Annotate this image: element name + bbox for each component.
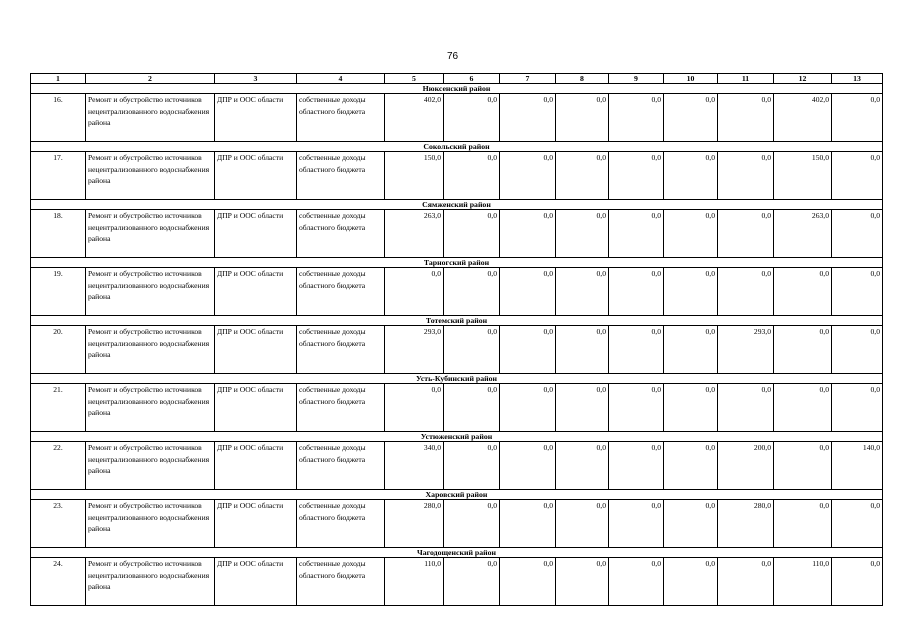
table-cell: 0,0: [444, 384, 500, 432]
table-cell: 0,0: [774, 268, 832, 316]
table-cell: 0,0: [500, 326, 556, 374]
district-name: Харовский район: [31, 490, 883, 500]
table-cell: 21.: [31, 384, 86, 432]
district-name: Чагодощенский район: [31, 548, 883, 558]
table-cell: 0,0: [832, 326, 883, 374]
table-cell: 0,0: [664, 210, 718, 258]
table-cell: ДПР и ООС области: [215, 210, 297, 258]
table-cell: ДПР и ООС области: [215, 442, 297, 490]
table-cell: 20.: [31, 326, 86, 374]
table-cell: 0,0: [832, 268, 883, 316]
table-cell: Ремонт и обустройство источников нецентрализованного водоснабжения района: [86, 268, 215, 316]
table-cell: 402,0: [774, 94, 832, 142]
district-name: Устюженский район: [31, 432, 883, 442]
table-cell: 0,0: [444, 326, 500, 374]
table-cell: 0,0: [385, 384, 444, 432]
table-cell: 0,0: [556, 384, 609, 432]
table-cell: Ремонт и обустройство источников нецентрализованного водоснабжения района: [86, 152, 215, 200]
table-cell: 24.: [31, 558, 86, 606]
table-cell: Ремонт и обустройство источников нецентрализованного водоснабжения района: [86, 442, 215, 490]
table-cell: 0,0: [500, 442, 556, 490]
table-cell: собственные доходы областного бюджета: [297, 94, 385, 142]
table-cell: 110,0: [774, 558, 832, 606]
column-header: 3: [215, 74, 297, 84]
table-cell: 0,0: [385, 268, 444, 316]
table-cell: ДПР и ООС области: [215, 558, 297, 606]
table-row: [31, 500, 883, 548]
table-cell: 110,0: [385, 558, 444, 606]
district-name: Усть-Кубинский район: [31, 374, 883, 384]
table-cell: 0,0: [832, 210, 883, 258]
column-header: 11: [718, 74, 774, 84]
table-cell: ДПР и ООС области: [215, 152, 297, 200]
table-cell: собственные доходы областного бюджета: [297, 210, 385, 258]
table-cell: 0,0: [718, 210, 774, 258]
table-cell: Ремонт и обустройство источников нецентрализованного водоснабжения района: [86, 500, 215, 548]
district-name: Сокольский район: [31, 142, 883, 152]
table-cell: собственные доходы областного бюджета: [297, 384, 385, 432]
table-cell: 22.: [31, 442, 86, 490]
table-cell: 0,0: [664, 94, 718, 142]
column-header: 10: [664, 74, 718, 84]
table-cell: 0,0: [444, 442, 500, 490]
table-cell: собственные доходы областного бюджета: [297, 442, 385, 490]
table-cell: ДПР и ООС области: [215, 500, 297, 548]
table-cell: 0,0: [500, 384, 556, 432]
budget-table: [30, 73, 883, 606]
table-cell: 0,0: [609, 442, 664, 490]
table-row: [31, 326, 883, 374]
district-name: Тотемский район: [31, 316, 883, 326]
table-cell: 0,0: [609, 384, 664, 432]
table-cell: собственные доходы областного бюджета: [297, 500, 385, 548]
table-cell: 0,0: [718, 268, 774, 316]
table-cell: 0,0: [500, 268, 556, 316]
column-header: 2: [86, 74, 215, 84]
table-cell: 0,0: [664, 268, 718, 316]
table-cell: ДПР и ООС области: [215, 268, 297, 316]
column-header: 4: [297, 74, 385, 84]
table-cell: 0,0: [444, 558, 500, 606]
district-name: Сямженский район: [31, 200, 883, 210]
table-row: [31, 94, 883, 142]
table-cell: 0,0: [718, 152, 774, 200]
column-header: 6: [444, 74, 500, 84]
table-cell: 0,0: [664, 442, 718, 490]
column-header: 7: [500, 74, 556, 84]
table-row: [31, 268, 883, 316]
table-cell: 0,0: [556, 500, 609, 548]
table-cell: 0,0: [774, 500, 832, 548]
table-cell: 0,0: [718, 94, 774, 142]
table-cell: 0,0: [500, 210, 556, 258]
table-cell: 0,0: [609, 268, 664, 316]
table-cell: 0,0: [832, 152, 883, 200]
table-cell: 0,0: [500, 152, 556, 200]
table-row: [31, 384, 883, 432]
column-header: 12: [774, 74, 832, 84]
table-cell: 0,0: [832, 500, 883, 548]
table-cell: 280,0: [718, 500, 774, 548]
district-name: Тарногский район: [31, 258, 883, 268]
table-cell: 263,0: [774, 210, 832, 258]
table-cell: собственные доходы областного бюджета: [297, 558, 385, 606]
district-row: [31, 432, 883, 442]
column-header: 9: [609, 74, 664, 84]
table-cell: 0,0: [556, 210, 609, 258]
table-cell: ДПР и ООС области: [215, 384, 297, 432]
table-row: [31, 210, 883, 258]
district-name: Нюксенский район: [31, 84, 883, 94]
table-cell: 340,0: [385, 442, 444, 490]
table-cell: 16.: [31, 94, 86, 142]
table-cell: 402,0: [385, 94, 444, 142]
table-cell: 0,0: [500, 558, 556, 606]
table-cell: 263,0: [385, 210, 444, 258]
column-header: 1: [31, 74, 86, 84]
table-cell: Ремонт и обустройство источников нецентрализованного водоснабжения района: [86, 210, 215, 258]
header-row: [31, 74, 883, 84]
district-row: [31, 490, 883, 500]
table-cell: 0,0: [444, 268, 500, 316]
table-cell: 0,0: [774, 442, 832, 490]
table-cell: 0,0: [556, 326, 609, 374]
table-cell: ДПР и ООС области: [215, 94, 297, 142]
table-cell: Ремонт и обустройство источников нецентрализованного водоснабжения района: [86, 94, 215, 142]
table-cell: Ремонт и обустройство источников нецентрализованного водоснабжения района: [86, 384, 215, 432]
table-body: [31, 74, 883, 606]
table-cell: 0,0: [832, 384, 883, 432]
table-cell: 18.: [31, 210, 86, 258]
table-cell: 293,0: [718, 326, 774, 374]
table-cell: 23.: [31, 500, 86, 548]
table-cell: собственные доходы областного бюджета: [297, 152, 385, 200]
table-cell: 0,0: [444, 210, 500, 258]
district-row: [31, 142, 883, 152]
table-cell: 0,0: [556, 152, 609, 200]
table-cell: 0,0: [556, 442, 609, 490]
page-number: 76: [446, 51, 459, 62]
table-cell: собственные доходы областного бюджета: [297, 268, 385, 316]
table-cell: 0,0: [609, 558, 664, 606]
table-cell: 0,0: [664, 384, 718, 432]
table-cell: собственные доходы областного бюджета: [297, 326, 385, 374]
district-row: [31, 258, 883, 268]
table-cell: 0,0: [718, 384, 774, 432]
table-cell: 0,0: [774, 326, 832, 374]
table-cell: 0,0: [832, 558, 883, 606]
table-cell: 200,0: [718, 442, 774, 490]
district-row: [31, 548, 883, 558]
table-cell: 0,0: [444, 94, 500, 142]
table-cell: 0,0: [556, 94, 609, 142]
table-cell: 293,0: [385, 326, 444, 374]
table-cell: 0,0: [609, 500, 664, 548]
table-cell: 0,0: [774, 384, 832, 432]
column-header: 5: [385, 74, 444, 84]
district-row: [31, 200, 883, 210]
table-cell: ДПР и ООС области: [215, 326, 297, 374]
table-cell: 0,0: [832, 94, 883, 142]
table-cell: 0,0: [444, 152, 500, 200]
table-row: [31, 152, 883, 200]
table-cell: 0,0: [609, 94, 664, 142]
table-cell: 0,0: [500, 500, 556, 548]
table-cell: 140,0: [832, 442, 883, 490]
table-cell: 0,0: [556, 558, 609, 606]
table-cell: 0,0: [664, 326, 718, 374]
table-cell: 0,0: [444, 500, 500, 548]
table-cell: 150,0: [774, 152, 832, 200]
column-header: 8: [556, 74, 609, 84]
table-row: [31, 442, 883, 490]
table-cell: 0,0: [609, 152, 664, 200]
table-cell: 17.: [31, 152, 86, 200]
district-row: [31, 84, 883, 94]
table-cell: 0,0: [664, 152, 718, 200]
table-cell: 0,0: [556, 268, 609, 316]
table-cell: 0,0: [609, 326, 664, 374]
column-header: 13: [832, 74, 883, 84]
table-cell: Ремонт и обустройство источников нецентрализованного водоснабжения района: [86, 326, 215, 374]
table-cell: 0,0: [664, 558, 718, 606]
table-cell: 0,0: [718, 558, 774, 606]
table-cell: 0,0: [664, 500, 718, 548]
district-row: [31, 316, 883, 326]
table-cell: Ремонт и обустройство источников нецентрализованного водоснабжения района: [86, 558, 215, 606]
table-cell: 0,0: [609, 210, 664, 258]
table-row: [31, 558, 883, 606]
table-cell: 150,0: [385, 152, 444, 200]
district-row: [31, 374, 883, 384]
table-cell: 280,0: [385, 500, 444, 548]
table-cell: 19.: [31, 268, 86, 316]
table-cell: 0,0: [500, 94, 556, 142]
